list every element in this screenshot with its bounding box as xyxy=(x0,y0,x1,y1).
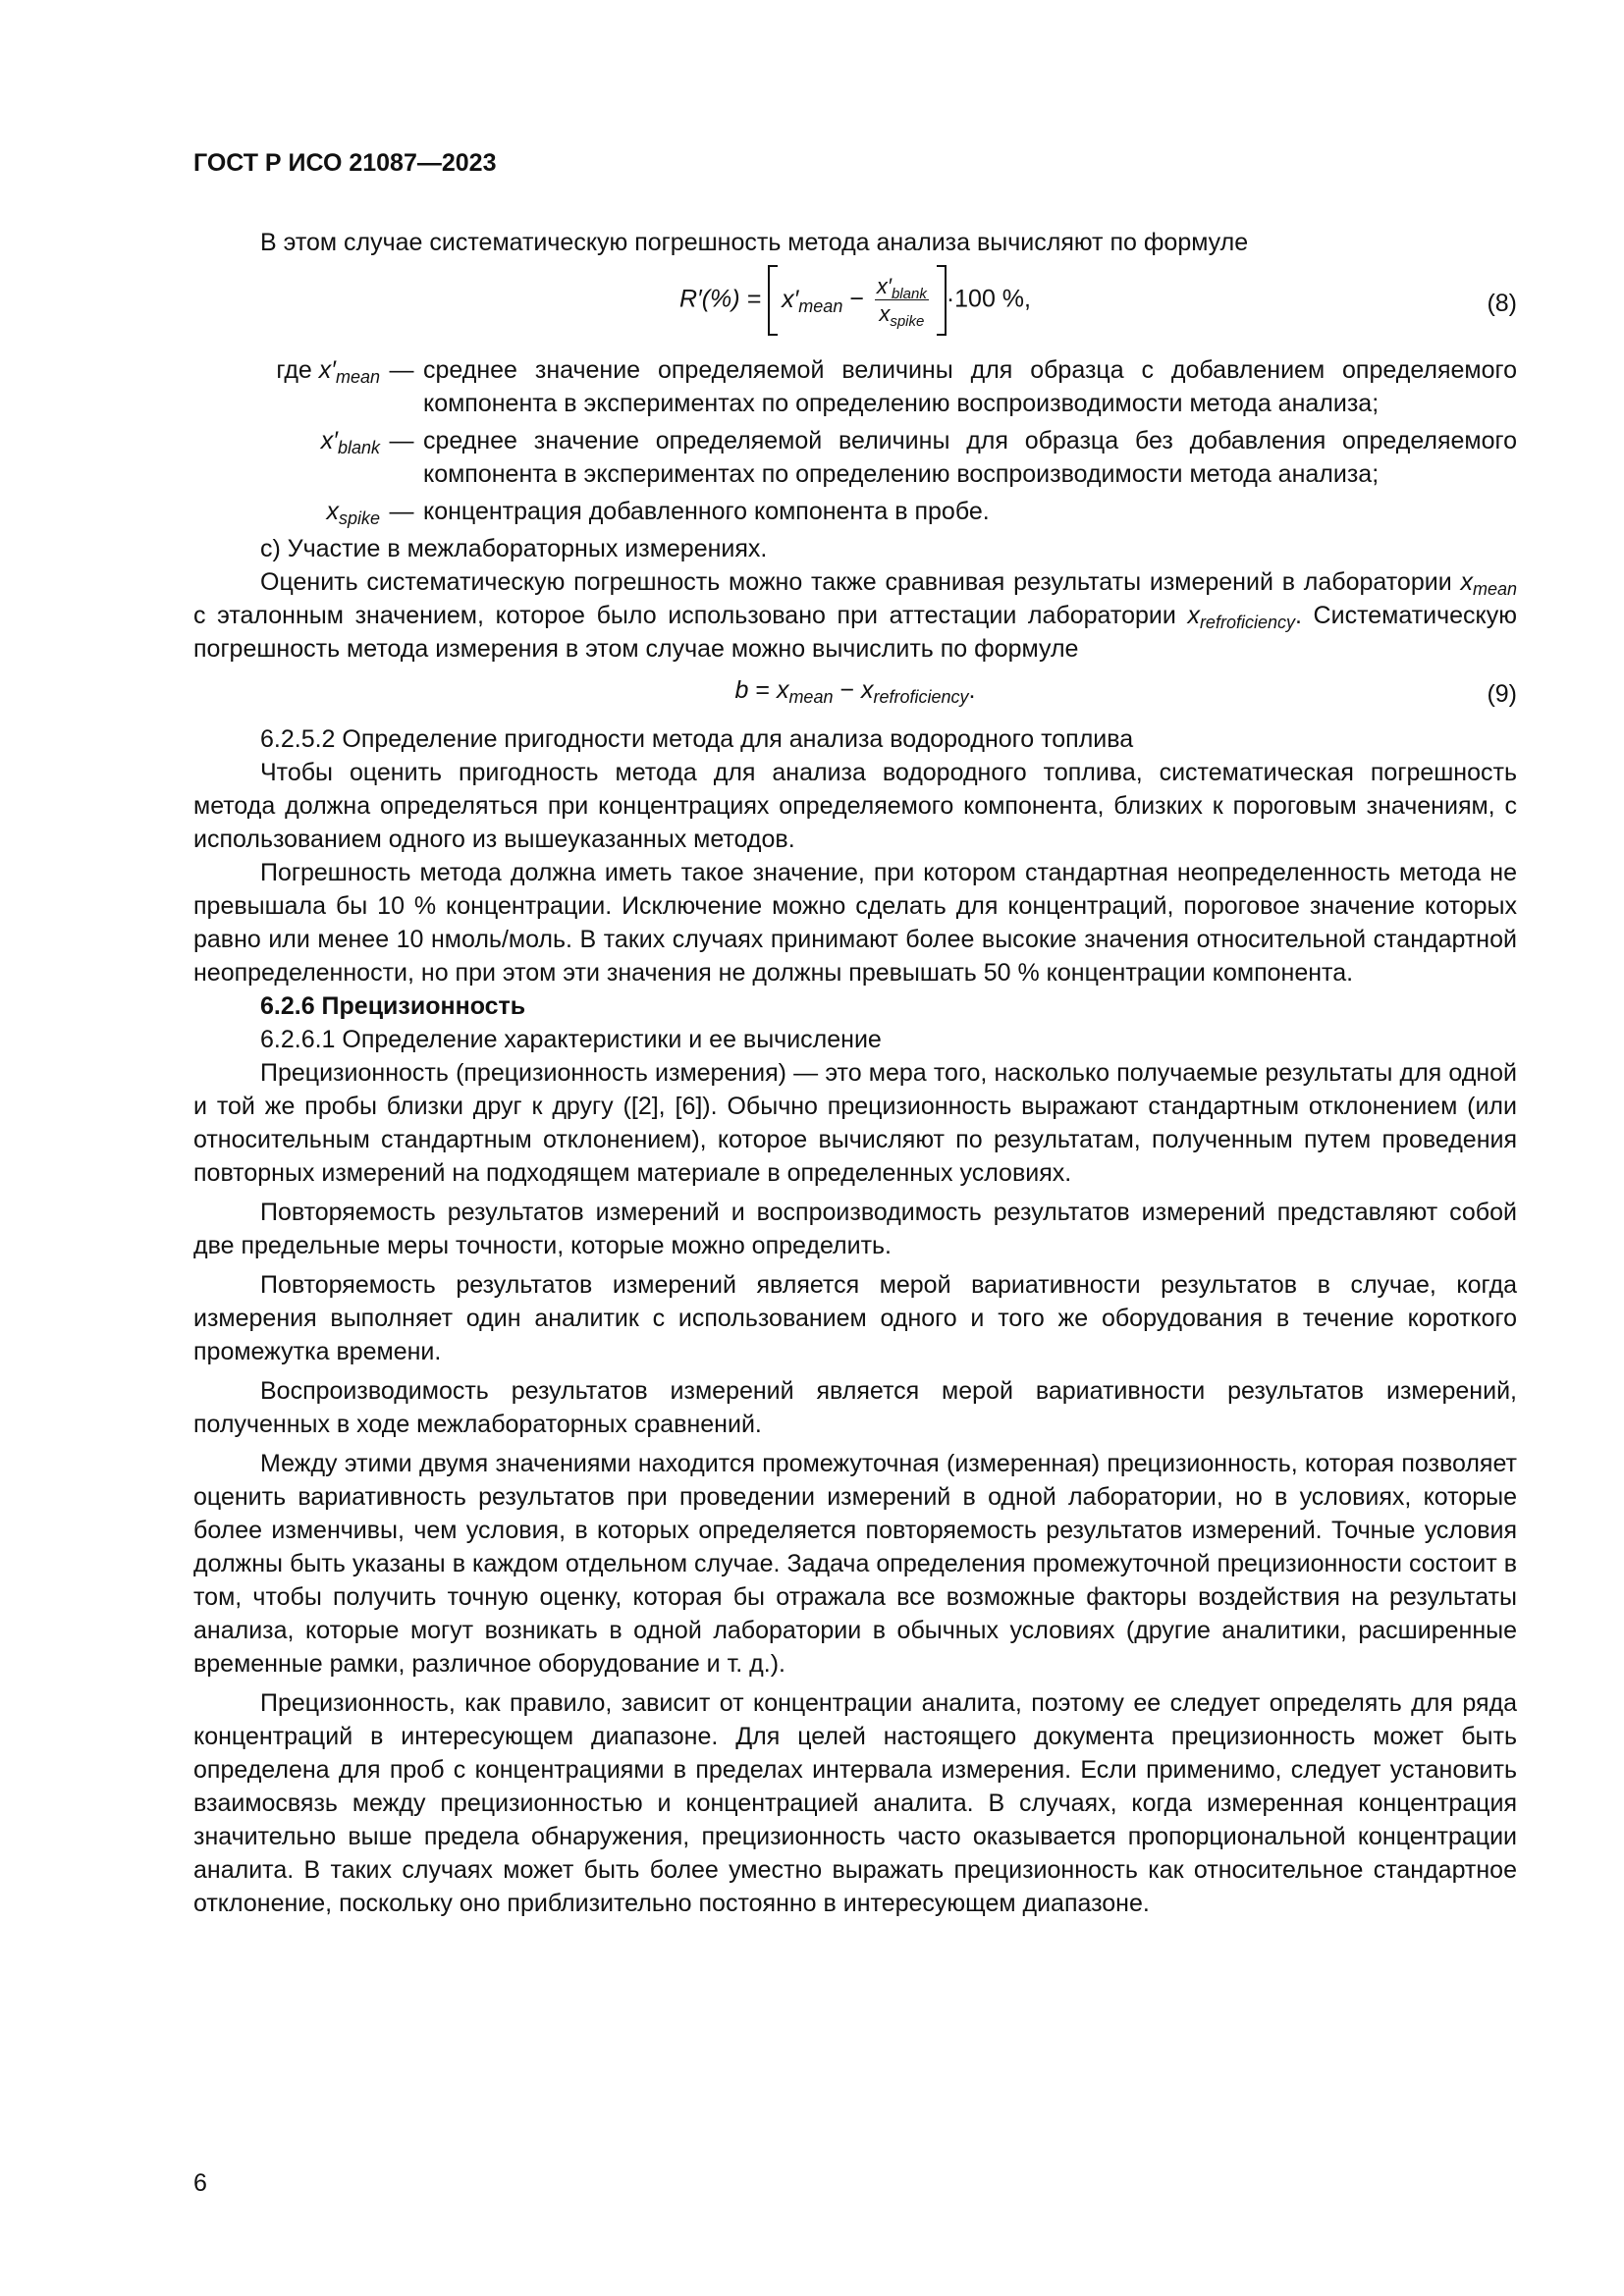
formula-9-expression: $b = x_{mean} - x_{refroficiency}$. xyxy=(734,676,976,707)
formula-8 xyxy=(193,265,1517,344)
section-6-2-6-1-paragraph: Повторяемость результатов измерений и воспроизводимость результатов измерений представляют собой две предельные меры точности, которые можно определить. xyxy=(193,1199,1517,1259)
definition-term: где $x'_{mean}$ xyxy=(276,356,380,387)
formula-8-tail: ·100 %, xyxy=(946,285,1031,313)
formula-8-minus: − xyxy=(849,285,864,313)
list-item-c: c) Участие в межлабораторных измерениях. xyxy=(260,535,768,562)
definition-text: среднее значение определяемой величины для образца без добавления определяемого компонента в экспериментах по определению воспроизводимости метода анализа; xyxy=(423,427,1517,488)
formula-8-x-mean: $x'_{mean}$ xyxy=(782,285,843,316)
definitions-list xyxy=(193,353,1517,528)
formula-8-left-bracket xyxy=(768,265,778,336)
definition-x-mean xyxy=(193,353,1517,420)
section-6-2-6-1-paragraph: Воспроизводимость результатов измерений является мерой вариативности результатов измерений, полученных в ходе межлабораторных сравнений. xyxy=(193,1377,1517,1438)
definition-dash: — xyxy=(389,498,414,525)
formula-8-lhs: R′(%) = xyxy=(678,285,762,313)
section-6-2-6-1-paragraph: Прецизионность (прецизионность измерения) — это мера того, насколько получаемые результаты для одной и той же пробы близки друг к другу ([2], [6]). Обычно прецизионность выражают стандартным отклонением (или относительным стандартным отклонением), которое вычисляют по результатам, полученным путем проведения повторных измерений на подходящем материале в определенных условиях. xyxy=(193,1059,1517,1187)
section-6-2-5-2-paragraph: Чтобы оценить пригодность метода для анализа водородного топлива, систематическая погрешность метода должна определяться при концентрациях определяемого компонента, близких к пороговым значениям, с использованием одного из вышеуказанных методов. xyxy=(193,759,1517,853)
definition-dash: — xyxy=(389,356,414,384)
section-6-2-6-1-title: 6.2.6.1 Определение характеристики и ее вычисление xyxy=(260,1026,882,1053)
section-6-2-5-2-title: 6.2.5.2 Определение пригодности метода для анализа водородного топлива xyxy=(260,725,1134,753)
definition-term: $x_{spike}$ xyxy=(326,498,380,528)
document-header: ГОСТ Р ИСО 21087—2023 xyxy=(193,149,497,177)
paragraph-comparison: Оценить систематическую погрешность можно также сравнивая результаты измерений в лаборатории $x_{mean}$ с эталонным значением, которое было использовано при аттестации лаборатории $x_{refroficiency}$. Систематическую погрешность метода измерения в этом случае можно вычислить по формуле xyxy=(193,568,1517,663)
page-body xyxy=(193,226,1517,1920)
formula-9-number: (9) xyxy=(1487,680,1517,708)
section-6-2-6-1-paragraph: Прецизионность, как правило, зависит от концентрации аналита, поэтому ее следует определять для ряда концентраций в интересующем диапазоне. Для целей настоящего документа прецизионность может быть определена для проб с концентрациями в пределах интервала измерения. Если применимо, следует установить взаимосвязь между прецизионностью и концентрацией аналита. В случаях, когда измеренная концентрация значительно выше предела обнаружения, прецизионность часто оказывается пропорциональной концентрации аналита. В таких случаях может быть более уместно выражать прецизионность как относительное стандартное отклонение, поскольку оно приблизительно постоянно в интересующем диапазоне. xyxy=(193,1689,1517,1917)
definition-dash: — xyxy=(389,427,414,454)
definition-x-blank xyxy=(193,424,1517,491)
definition-term: $x'_{blank}$ xyxy=(320,427,380,457)
section-6-2-6-1-paragraph: Повторяемость результатов измерений является мерой вариативности результатов в случае, когда измерения выполняет один аналитик с использованием одного и того же оборудования в течение короткого промежутка времени. xyxy=(193,1271,1517,1365)
section-6-2-5-2-paragraph: Погрешность метода должна иметь такое значение, при котором стандартная неопределенность метода не превышала бы 10 % концентрации. Исключение можно сделать для концентраций, пороговое значение которых равно или менее 10 нмоль/моль. В таких случаях принимают более высокие значения относительной стандартной неопределенности, но при этом эти значения не должны превышать 50 % концентрации компонента. xyxy=(193,859,1517,987)
formula-8-numerator: $x'_{blank}$ xyxy=(876,273,927,302)
section-6-2-6-1-paragraph: Между этими двумя значениями находится промежуточная (измеренная) прецизионность, которая позволяет оценить вариативность результатов при проведении измерений в одной лаборатории, но в условиях, которые более изменчивы, чем условия, в которых определяется повторяемость результатов измерений. Точные условия должны быть указаны в каждом отдельном случае. Задача определения промежуточной прецизионности состоит в том, чтобы получить точную оценку, которая бы отражала все возможные факторы воздействия на результаты анализа, которые могут возникать в одной лаборатории в обычных условиях (другие аналитики, расширенные временные рамки, различное оборудование и т. д.). xyxy=(193,1450,1517,1678)
formula-8-expression xyxy=(193,265,1517,336)
definition-text: среднее значение определяемой величины для образца с добавлением определяемого компонента в экспериментах по определению воспроизводимости метода анализа; xyxy=(423,356,1517,417)
formula-8-number: (8) xyxy=(1487,290,1517,317)
intro-paragraph: В этом случае систематическую погрешность метода анализа вычисляют по формуле xyxy=(260,229,1249,256)
formula-8-denominator: $x_{spike}$ xyxy=(879,300,925,330)
page-number: 6 xyxy=(193,2169,207,2197)
formula-9 xyxy=(193,673,1517,717)
formula-8-fraction xyxy=(875,274,929,328)
formula-8-right-bracket xyxy=(937,265,947,336)
definition-x-spike xyxy=(193,495,1517,528)
definition-text: концентрация добавленного компонента в пробе. xyxy=(423,498,990,525)
section-6-2-6-title: 6.2.6 Прецизионность xyxy=(260,992,526,1020)
